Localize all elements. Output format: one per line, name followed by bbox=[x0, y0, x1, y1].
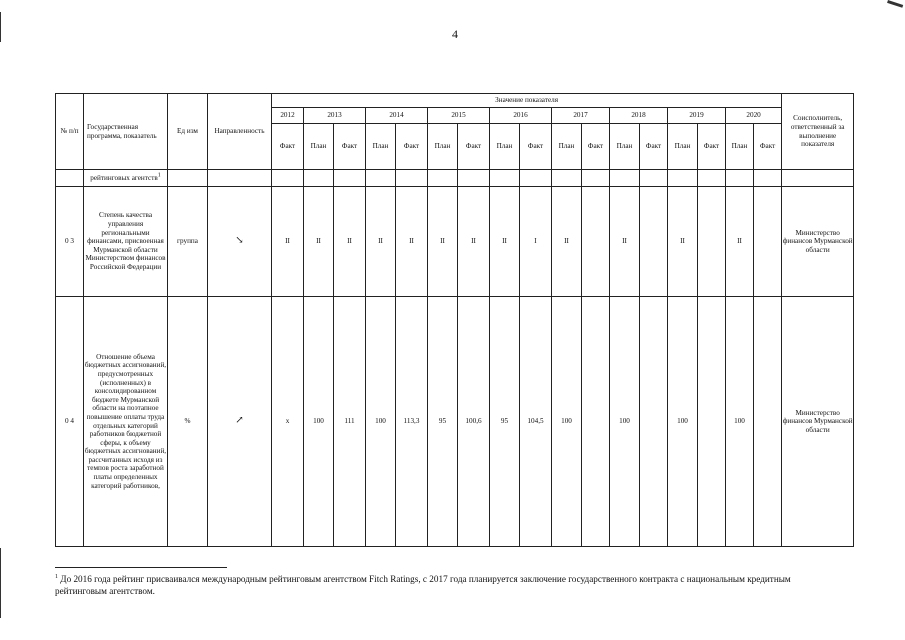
header-year: 2018 bbox=[610, 108, 668, 124]
header-fact: Факт bbox=[272, 124, 304, 170]
row-unit: % bbox=[168, 297, 208, 547]
header-year: 2017 bbox=[552, 108, 610, 124]
value-cell bbox=[458, 170, 490, 187]
row-num bbox=[56, 170, 84, 187]
value-cell bbox=[726, 170, 754, 187]
value-cell bbox=[520, 170, 552, 187]
value-cell bbox=[698, 170, 726, 187]
header-values-group: Значение показателя bbox=[272, 94, 782, 108]
value-cell bbox=[754, 170, 782, 187]
row-unit bbox=[168, 170, 208, 187]
header-fact: Факт bbox=[334, 124, 366, 170]
row-name: Степень качества управления региональными финансами, присвоенная Мурманской области Министерством финансов Российской Федерации bbox=[84, 187, 168, 297]
header-unit: Ед изм bbox=[168, 94, 208, 170]
value-cell: II bbox=[428, 187, 458, 297]
value-cell bbox=[428, 170, 458, 187]
value-cell: x bbox=[272, 297, 304, 547]
header-fact: Факт bbox=[458, 124, 490, 170]
table-row bbox=[56, 170, 854, 187]
value-cell bbox=[490, 170, 520, 187]
value-cell bbox=[698, 297, 726, 547]
header-program: Государственная программа, показатель bbox=[84, 94, 168, 170]
value-cell: 100 bbox=[726, 297, 754, 547]
value-cell: II bbox=[668, 187, 698, 297]
value-cell: 100 bbox=[552, 297, 582, 547]
value-cell: 100 bbox=[610, 297, 640, 547]
value-cell bbox=[668, 170, 698, 187]
value-cell: II bbox=[726, 187, 754, 297]
header-fact: Факт bbox=[754, 124, 782, 170]
value-cell: 100 bbox=[304, 297, 334, 547]
header-year: 2014 bbox=[366, 108, 428, 124]
header-plan: План bbox=[668, 124, 698, 170]
value-cell bbox=[552, 170, 582, 187]
value-cell: II bbox=[366, 187, 396, 297]
header-plan: План bbox=[610, 124, 640, 170]
scan-edge-mark-left bbox=[0, 12, 1, 42]
header-fact: Факт bbox=[698, 124, 726, 170]
value-cell bbox=[640, 297, 668, 547]
row-direction: ↘ bbox=[208, 187, 272, 297]
table-row bbox=[56, 187, 854, 297]
row-responsible: Министерство финансов Мурманской области bbox=[782, 187, 854, 297]
value-cell bbox=[640, 187, 668, 297]
page-number: 4 bbox=[452, 27, 458, 41]
header-year: 2020 bbox=[726, 108, 782, 124]
row-num: 0 4 bbox=[56, 297, 84, 547]
value-cell: 113,3 bbox=[396, 297, 428, 547]
scan-edge-mark-left-lower bbox=[0, 548, 1, 618]
value-cell: 95 bbox=[490, 297, 520, 547]
value-cell: I bbox=[520, 187, 552, 297]
value-cell bbox=[582, 170, 610, 187]
footnote bbox=[55, 574, 825, 597]
value-cell bbox=[640, 170, 668, 187]
value-cell bbox=[610, 170, 640, 187]
value-cell: 111 bbox=[334, 297, 366, 547]
value-cell: II bbox=[610, 187, 640, 297]
value-cell bbox=[272, 170, 304, 187]
footnote-mark: 1 bbox=[55, 573, 58, 580]
row-responsible: Министерство финансов Мурманской области bbox=[782, 297, 854, 547]
header-year: 2012 bbox=[272, 108, 304, 124]
value-cell bbox=[754, 297, 782, 547]
value-cell: 95 bbox=[428, 297, 458, 547]
value-cell: II bbox=[272, 187, 304, 297]
value-cell: 100 bbox=[668, 297, 698, 547]
header-plan: План bbox=[366, 124, 396, 170]
value-cell bbox=[582, 297, 610, 547]
value-cell bbox=[366, 170, 396, 187]
indicators-table bbox=[55, 93, 854, 547]
row-name-text: рейтинговых агентств bbox=[90, 173, 158, 182]
header-year: 2015 bbox=[428, 108, 490, 124]
value-cell: II bbox=[396, 187, 428, 297]
footnote-separator bbox=[55, 567, 227, 568]
row-name: Отношение объема бюджетных ассигнований, предусмотренных (исполненных) в консолидированном бюджете Мурманской области на поэтапное повышение оплаты труда отдельных категорий работников бюджетной сферы, к объему бюджетных ассигнований, рассчитанных исходя из темпов роста заработной платы определенных категорий работников, bbox=[84, 297, 168, 547]
value-cell: 104,5 bbox=[520, 297, 552, 547]
value-cell bbox=[396, 170, 428, 187]
header-responsible: Соисполнитель, ответственный за выполнение показателя bbox=[782, 94, 854, 170]
value-cell: II bbox=[490, 187, 520, 297]
header-direction: Направленность bbox=[208, 94, 272, 170]
value-cell: II bbox=[552, 187, 582, 297]
header-year: 2013 bbox=[304, 108, 366, 124]
row-unit: группа bbox=[168, 187, 208, 297]
header-year: 2019 bbox=[668, 108, 726, 124]
value-cell bbox=[582, 187, 610, 297]
value-cell: 100 bbox=[366, 297, 396, 547]
header-plan: План bbox=[490, 124, 520, 170]
value-cell bbox=[754, 187, 782, 297]
header-fact: Факт bbox=[582, 124, 610, 170]
value-cell: 100,6 bbox=[458, 297, 490, 547]
value-cell bbox=[698, 187, 726, 297]
value-cell bbox=[304, 170, 334, 187]
header-num: № п/п bbox=[56, 94, 84, 170]
scan-edge-mark-right bbox=[887, 0, 903, 8]
value-cell bbox=[334, 170, 366, 187]
footnote-ref: 1 bbox=[157, 172, 161, 179]
header-fact: Факт bbox=[640, 124, 668, 170]
value-cell: II bbox=[334, 187, 366, 297]
header-plan: План bbox=[304, 124, 334, 170]
row-num: 0 3 bbox=[56, 187, 84, 297]
header-plan: План bbox=[726, 124, 754, 170]
header-fact: Факт bbox=[520, 124, 552, 170]
footnote-text: До 2016 года рейтинг присваивался международным рейтинговым агентством Fitch Ratings, с 2017 года планируется заключение государственного контракта с национальным кредитным рейтинговым агентством. bbox=[55, 574, 791, 596]
row-direction: ↗ bbox=[208, 297, 272, 547]
value-cell: II bbox=[458, 187, 490, 297]
row-name bbox=[84, 170, 168, 187]
header-fact: Факт bbox=[396, 124, 428, 170]
value-cell: II bbox=[304, 187, 334, 297]
table-row bbox=[56, 297, 854, 547]
header-year: 2016 bbox=[490, 108, 552, 124]
header-plan: План bbox=[552, 124, 582, 170]
row-responsible bbox=[782, 170, 854, 187]
row-direction bbox=[208, 170, 272, 187]
header-plan: План bbox=[428, 124, 458, 170]
